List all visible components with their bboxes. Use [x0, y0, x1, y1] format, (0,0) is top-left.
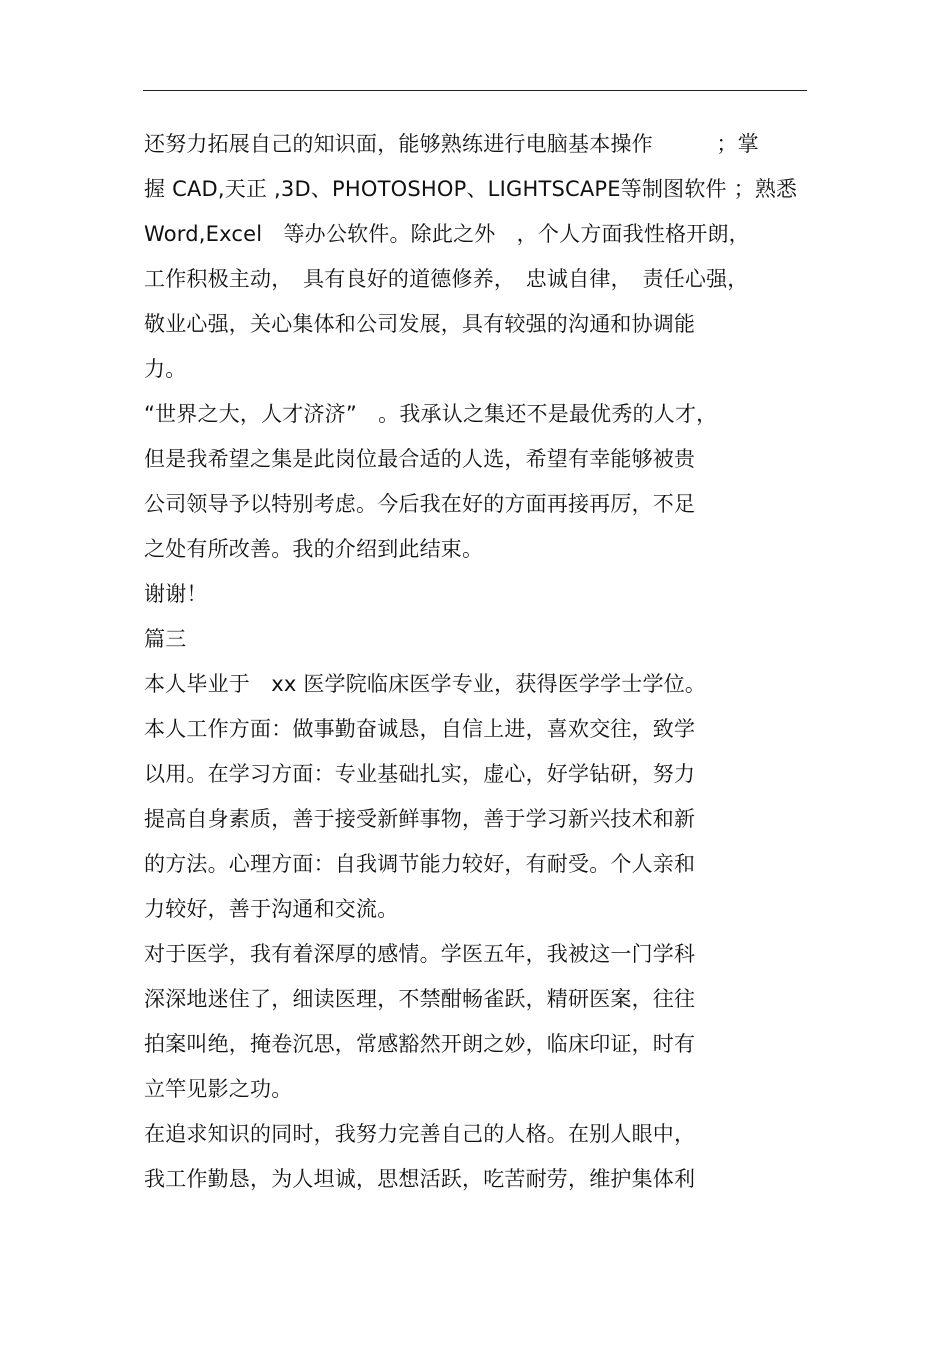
text-line: 敬业心强，关心集体和公司发展，具有较强的沟通和协调能 — [144, 312, 696, 336]
text-line: 的方法。心理方面：自我调节能力较好，有耐受。个人亲和 — [144, 852, 696, 876]
text-line: 本人工作方面：做事勤奋诚恳，自信上进，喜欢交往，致学 — [144, 717, 696, 741]
section-heading: 篇三 — [144, 627, 187, 651]
text-line: 力。 — [144, 357, 187, 381]
text-line: 以用。在学习方面：专业基础扎实，虚心，好学钻研，努力 — [144, 762, 696, 786]
text-line: 工作积极主动， 具有良好的道德修养， 忠诚自律， 责任心强， — [144, 267, 749, 291]
text-line: 还努力拓展自己的知识面，能够熟练进行电脑基本操作 ；掌 — [144, 132, 759, 156]
text-line: 力较好，善于沟通和交流。 — [144, 897, 399, 921]
text-line: Word,Excel 等办公软件。除此之外 ，个人方面我性格开朗， — [144, 222, 750, 246]
header-rule — [143, 90, 807, 91]
text-line: 立竿见影之功。 — [144, 1077, 293, 1101]
text-line: 在追求知识的同时，我努力完善自己的人格。在别人眼中， — [144, 1122, 696, 1146]
text-line: 拍案叫绝，掩卷沉思，常感豁然开朗之妙，临床印证，时有 — [144, 1032, 696, 1056]
document-body — [144, 124, 808, 1204]
text-line: 握 CAD,天正 ,3D、PHOTOSHOP、LIGHTSCAPE等制图软件 ；熟悉 — [144, 177, 798, 201]
text-line: 本人毕业于 xx 医学院临床医学专业，获得医学学士学位。 — [144, 672, 707, 696]
text-line: 谢谢！ — [144, 582, 208, 606]
text-line: 提高自身素质，善于接受新鲜事物，善于学习新兴技术和新 — [144, 807, 696, 831]
text-line: 我工作勤恳，为人坦诚，思想活跃，吃苦耐劳，维护集体利 — [144, 1167, 696, 1191]
text-line: 公司领导予以特别考虑。今后我在好的方面再接再厉，不足 — [144, 492, 696, 516]
text-line: 对于医学，我有着深厚的感情。学医五年，我被这一门学科 — [144, 942, 696, 966]
text-line: 但是我希望之集是此岗位最合适的人选，希望有幸能够被贵 — [144, 447, 696, 471]
text-line: “世界之大，人才济济” 。我承认之集还不是最优秀的人才， — [144, 402, 718, 426]
text-line: 深深地迷住了，细读医理，不禁酣畅雀跃，精研医案，往往 — [144, 987, 696, 1011]
text-line: 之处有所改善。我的介绍到此结束。 — [144, 537, 484, 561]
